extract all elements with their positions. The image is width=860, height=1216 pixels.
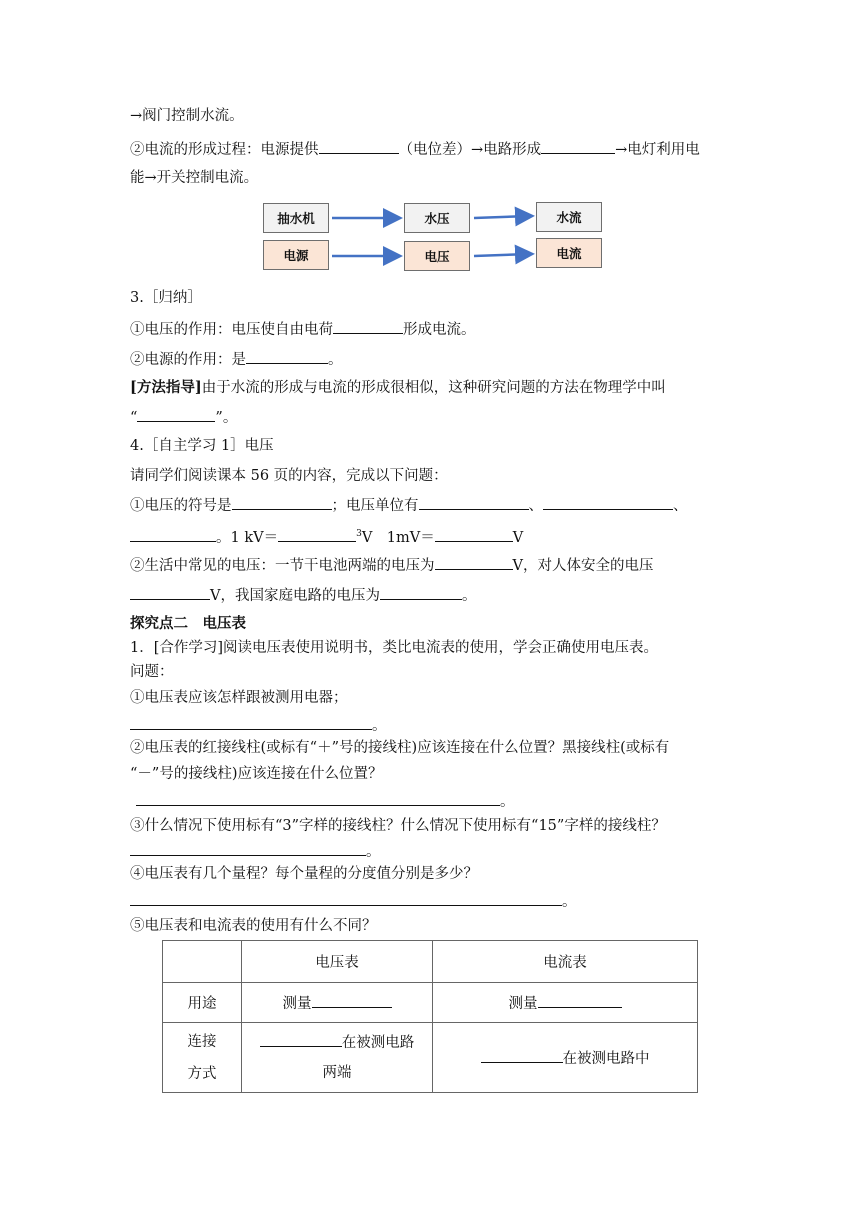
answer-blank (543, 494, 673, 510)
table-cell (242, 983, 433, 1023)
text-line: 能→开关控制电流。 (130, 170, 259, 186)
text: V，对人体安全的电压 (512, 558, 654, 574)
question-line (130, 406, 237, 428)
question-line (130, 584, 476, 606)
pump-box: 抽水机 (263, 203, 329, 233)
section-heading: 4.［自主学习 1］电压 (130, 438, 274, 454)
text: V 1mV＝ (361, 529, 435, 546)
table-row (163, 1023, 698, 1093)
answer-blank (538, 992, 622, 1008)
answer-blank (136, 790, 500, 806)
text: ”。 (215, 410, 238, 426)
question-line: ⑤电压表和电流表的使用有什么不同？ (130, 918, 377, 934)
text: V，我国家庭电路的电压为 (210, 588, 380, 604)
text-line: 请同学们阅读课本 56 页的内容，完成以下问题： (130, 468, 448, 484)
text: 。1 kV＝ (216, 529, 279, 546)
question-line: “－”号的接线柱)应该连接在什么位置？ (130, 766, 383, 782)
answer-blank (435, 554, 513, 570)
text: ②电流的形成过程：电源提供 (130, 142, 319, 158)
table-cell (163, 1023, 242, 1093)
table-cell (433, 1023, 698, 1093)
text: 。 (461, 588, 477, 604)
question-line (130, 524, 523, 548)
answer-blank (137, 406, 215, 422)
text: 在被测电路中 (562, 1051, 650, 1067)
text: ；电压单位有 (331, 498, 419, 514)
method-tag: [方法指导] (130, 379, 202, 396)
question-line (130, 348, 343, 370)
diagram-arrows (0, 0, 860, 300)
water-pressure-box: 水压 (404, 203, 470, 233)
power-source-box: 电源 (263, 240, 329, 270)
answer-line (130, 714, 387, 736)
text: “ (130, 410, 138, 426)
answer-line (130, 840, 381, 862)
text: 。 (500, 794, 515, 810)
text: （电位差）→电路形成 (398, 142, 542, 158)
superscript: 3 (356, 529, 362, 539)
text: 由于水流的形成与电流的形成很相似，这种研究问题的方法在物理学中叫 (201, 380, 666, 396)
text: 。 (372, 718, 387, 734)
table-cell (242, 1023, 433, 1093)
answer-line (136, 790, 515, 812)
answer-blank (130, 526, 216, 542)
answer-blank (130, 584, 210, 600)
answer-blank (130, 840, 366, 856)
section-title: 探究点二 电压表 (130, 615, 246, 632)
text: ①电压的作用：电压使自由电荷 (130, 322, 333, 338)
text: 。 (366, 844, 381, 860)
text: 测量 (508, 996, 538, 1012)
text-line: 问题： (130, 664, 174, 680)
answer-blank (246, 348, 328, 364)
text: 、 (528, 498, 543, 514)
answer-blank (380, 584, 462, 600)
question-line: ②电压表的红接线柱(或标有“＋”号的接线柱)应该连接在什么位置？黑接线柱(或标有 (130, 740, 670, 756)
text: 形成电流。 (403, 322, 476, 338)
text: 在被测电路 (341, 1034, 415, 1051)
question-line: ①电压表应该怎样跟被测用电器； (130, 690, 348, 706)
table-row (163, 941, 698, 983)
text: ②电源的作用：是 (130, 352, 246, 368)
answer-blank (419, 494, 529, 510)
current-box: 电流 (536, 238, 602, 268)
answer-blank (278, 526, 356, 542)
table-cell (433, 983, 698, 1023)
comparison-table (162, 940, 698, 1093)
text: 连接 (187, 1033, 217, 1050)
text: 方式 (187, 1065, 217, 1082)
question-line (130, 318, 476, 340)
water-flow-box: 水流 (536, 202, 602, 232)
voltage-box: 电压 (404, 241, 470, 271)
text: ②生活中常见的电压：一节干电池两端的电压为 (130, 558, 435, 574)
text-line: →阀门控制水流。 (130, 108, 244, 124)
text: 。 (328, 352, 343, 368)
table-cell: 用途 (163, 983, 242, 1023)
table-header-cell (163, 941, 242, 983)
text: 两端 (322, 1064, 352, 1081)
arrow (474, 254, 530, 256)
text: V (512, 529, 524, 546)
question-line: ③什么情况下使用标有“3”字样的接线柱？什么情况下使用标有“15”字样的接线柱？ (130, 818, 666, 834)
question-line (130, 494, 688, 516)
text: 测量 (282, 996, 312, 1012)
text: →电灯利用电 (615, 142, 700, 158)
answer-blank (333, 318, 403, 334)
text: ①电压的符号是 (130, 498, 232, 514)
section-heading: 3.［归纳］ (130, 290, 202, 306)
table-header-cell: 电压表 (242, 941, 433, 983)
answer-line (130, 890, 577, 912)
question-line: ④电压表有几个量程？每个量程的分度值分别是多少？ (130, 866, 478, 882)
answer-blank (232, 494, 332, 510)
answer-blank (435, 526, 513, 542)
answer-blank (130, 890, 562, 906)
table-row (163, 983, 698, 1023)
method-guide-line (130, 378, 666, 398)
arrow (474, 216, 530, 218)
answer-blank (481, 1047, 563, 1063)
answer-blank (130, 714, 372, 730)
question-line (130, 554, 653, 576)
answer-blank (260, 1031, 342, 1047)
table-header-cell: 电流表 (433, 941, 698, 983)
text: 、 (673, 498, 688, 514)
answer-blank (312, 992, 392, 1008)
text: 。 (562, 894, 577, 910)
text-line: 1．[合作学习]阅读电压表使用说明书，类比电流表的使用，学会正确使用电压表。 (130, 640, 659, 656)
